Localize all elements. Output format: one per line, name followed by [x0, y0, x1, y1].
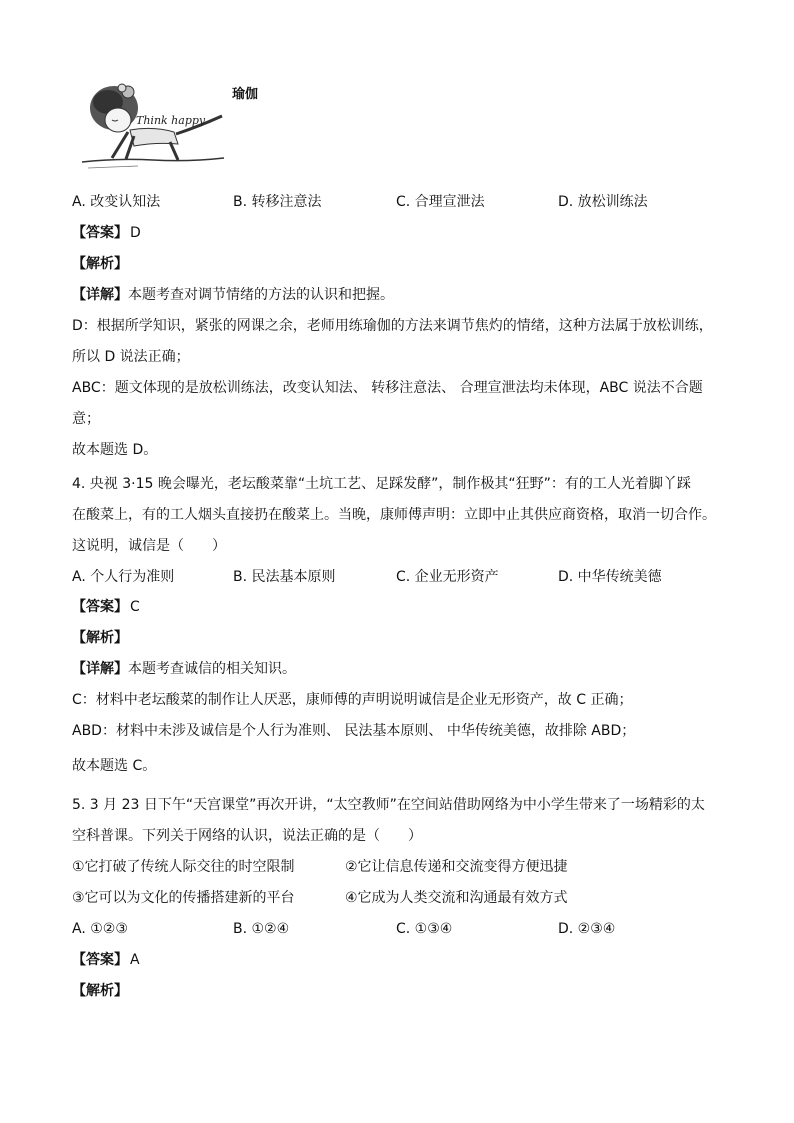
q5-option-b: B. ①②④ [233, 921, 290, 937]
answer-tag: 【答案】 [72, 225, 128, 241]
detail-tag: 【详解】 [72, 287, 128, 303]
q3-analysis-tag: 【解析】 [72, 256, 128, 272]
q5-analysis-tag: 【解析】 [72, 983, 128, 999]
detail-text: 本题考查诚信的相关知识。 [128, 661, 296, 677]
q4-option-b: B. 民法基本原则 [233, 569, 336, 585]
answer-value: A [130, 952, 140, 968]
detail-tag: 【详解】 [72, 661, 128, 677]
answer-value: C [130, 599, 140, 615]
q3-option-b: B. 转移注意法 [233, 194, 322, 210]
q5-option-a: A. ①②③ [72, 921, 128, 937]
yoga-illustration [78, 80, 228, 174]
q3-conclusion: 故本题选 D。 [72, 442, 158, 458]
q5-answer [72, 950, 140, 970]
q4-stem-line: 这说明，诚信是（ ） [72, 538, 226, 554]
q3-analysis-line: ABC：题文体现的是放松训练法，改变认知法、 转移注意法、 合理宣泄法均未体现，ABC 说法不合题 [72, 380, 703, 396]
q4-option-d: D. 中华传统美德 [558, 569, 662, 585]
answer-value: D [130, 225, 141, 241]
answer-tag: 【答案】 [72, 599, 128, 615]
q3-option-c: C. 合理宣泄法 [396, 194, 485, 210]
q3-analysis-line: 意； [72, 411, 100, 427]
q5-stem-line: 5. 3 月 23 日下午“天宫课堂”再次开讲，“太空教师”在空间站借助网络为中小学生带来了一场精彩的太 [72, 797, 705, 813]
q4-conclusion: 故本题选 C。 [72, 758, 157, 774]
q5-option-c: C. ①③④ [396, 921, 453, 937]
q4-option-a: A. 个人行为准则 [72, 569, 175, 585]
q5-statement-4: ④它成为人类交流和沟通最有效方式 [345, 890, 568, 906]
q5-statement-1: ①它打破了传统人际交往的时空限制 [72, 859, 295, 875]
q4-stem-line: 4. 央视 3·15 晚会曝光，老坛酸菜靠“土坑工艺、足踩发酵”，制作极其“狂野”：有的工人光着脚丫踩 [72, 476, 691, 492]
q4-analysis-tag: 【解析】 [72, 630, 128, 646]
q5-stem-line: 空科普课。下列关于网络的认识，说法正确的是（ ） [72, 828, 422, 844]
yoga-handwriting-text: Think happy [136, 114, 206, 127]
q3-option-a: A. 改变认知法 [72, 194, 161, 210]
q3-answer [72, 223, 141, 243]
q4-analysis-line: ABD：材料中未涉及诚信是个人行为准则、 民法基本原则、 中华传统美德，故排除 ABD； [72, 723, 636, 739]
q5-statement-3: ③它可以为文化的传播搭建新的平台 [72, 890, 295, 906]
figure-caption: 瑜伽 [232, 87, 259, 102]
q4-analysis-line: C：材料中老坛酸菜的制作让人厌恶，康师傅的声明说明诚信是企业无形资产，故 C 正确； [72, 692, 633, 708]
q4-option-c: C. 企业无形资产 [396, 569, 499, 585]
q4-detail [72, 659, 296, 679]
q4-stem-line: 在酸菜上，有的工人烟头直接扔在酸菜上。当晚，康师傅声明：立即中止其供应商资格，取消一切合作。 [72, 507, 716, 523]
q4-answer [72, 597, 140, 617]
q5-option-d: D. ②③④ [558, 921, 616, 937]
detail-text: 本题考查对调节情绪的方法的认识和把握。 [128, 287, 394, 303]
q5-statement-2: ②它让信息传递和交流变得方便迅捷 [345, 859, 568, 875]
q3-analysis-line: 所以 D 说法正确； [72, 349, 190, 365]
q3-detail [72, 285, 394, 305]
q3-analysis-line: D：根据所学知识，紧张的网课之余，老师用练瑜伽的方法来调节焦灼的情绪，这种方法属于放松训练， [72, 318, 713, 334]
answer-tag: 【答案】 [72, 952, 128, 968]
q3-option-d: D. 放松训练法 [558, 194, 648, 210]
